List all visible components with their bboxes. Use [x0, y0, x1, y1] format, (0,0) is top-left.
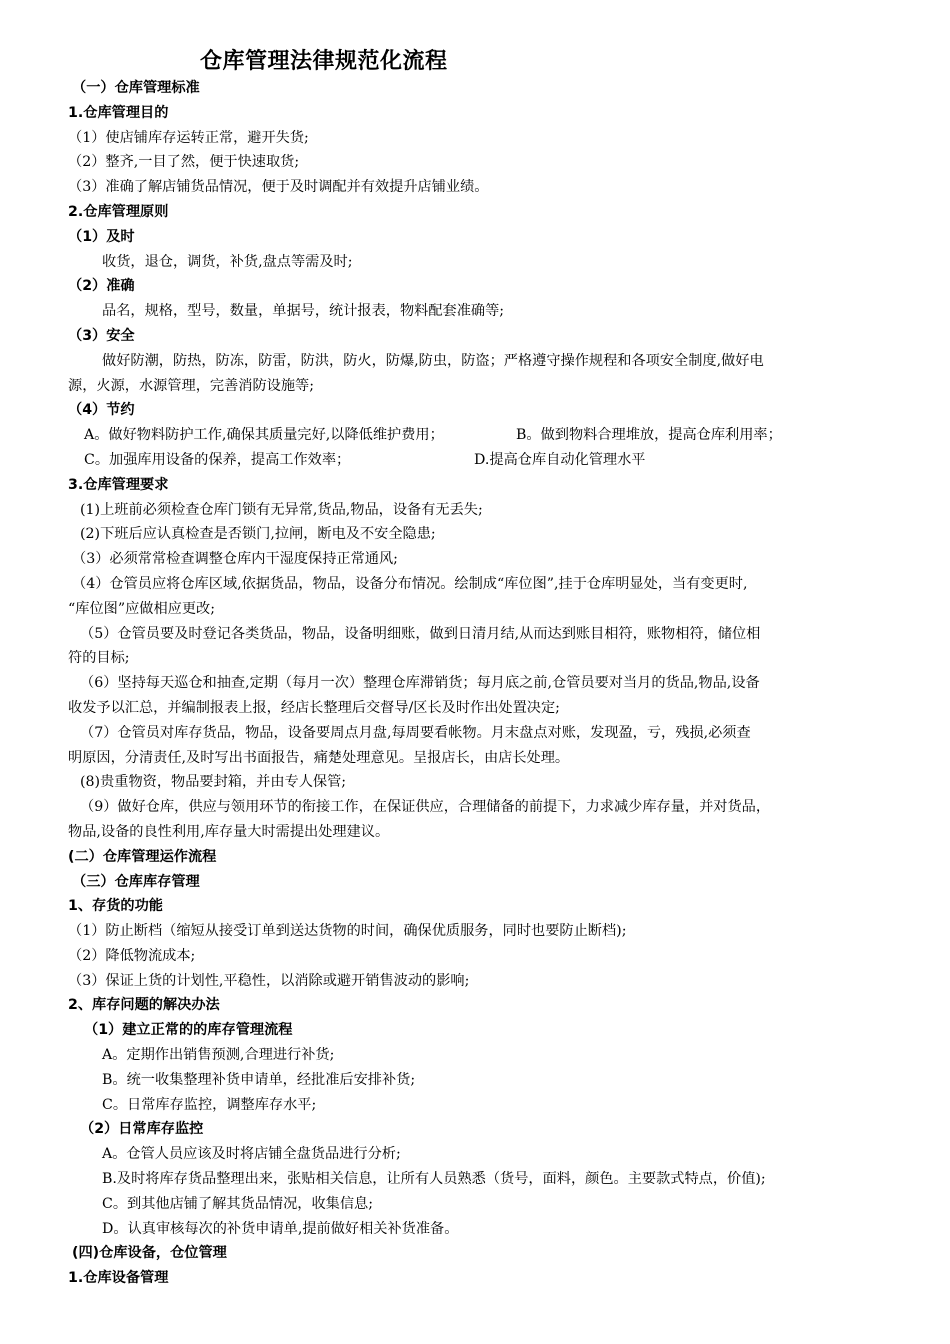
list-item: “库位图”应做相应更改; — [68, 600, 215, 617]
subsection-heading: 2、库存问题的解决办法 — [68, 997, 220, 1014]
list-item: （4）仓管员应将仓库区域,依据货品，物品，设备分布情况。绘制成“库位图”,挂于仓库明显处，当有变更时, — [72, 575, 748, 592]
list-item: （5）仓管员要及时登记各类货品，物品，设备明细账，做到日清月结,从而达到账目相符，账物相符，储位相 — [80, 625, 761, 642]
list-item: D。认真审核每次的补货申请单,提前做好相关补货准备。 — [102, 1220, 459, 1237]
principle-heading: （1）及时 — [68, 228, 135, 245]
list-item: （2）降低物流成本; — [68, 947, 196, 964]
document-body — [68, 76, 888, 1291]
subsection-heading: 1、存货的功能 — [68, 898, 163, 915]
paragraph — [68, 448, 888, 473]
section-heading: (四)仓库设备，仓位管理 — [72, 1245, 227, 1262]
list-item: （3）准确了解店铺货品情况，便于及时调配并有效提升店铺业绩。 — [68, 179, 489, 196]
section-heading: （一）仓库管理标准 — [72, 80, 200, 96]
section-heading: (二）仓库管理运作流程 — [68, 848, 217, 865]
list-item: （7）仓管员对库存货品，物品，设备要周点月盘,每周要看帐物。月末盘点对账，发现盈，亏，残损,必须查 — [80, 724, 751, 741]
list-item: A。定期作出销售预测,合理进行补货; — [102, 1047, 335, 1064]
document-title: 仓库管理法律规范化流程 — [200, 49, 448, 74]
paragraph: 做好防潮，防热，防冻，防雷，防洪，防火，防爆,防虫，防盗；严格遵守操作规程和各项安全制度,做好电 — [102, 352, 764, 369]
list-item: （1）防止断档（缩短从接受订单到送达货物的时间，确保优质服务，同时也要防止断档); — [68, 923, 627, 940]
list-item: 物品,设备的良性利用,库存量大时需提出处理建议。 — [68, 823, 390, 840]
list-item: (8)贵重物资，物品要封箱，并由专人保管; — [80, 774, 347, 791]
paragraph — [68, 423, 888, 448]
paragraph: 源，火源，水源管理，完善消防设施等; — [68, 377, 314, 394]
paragraph: 品名，规格，型号，数量，单据号，统计报表，物料配套准确等; — [102, 303, 505, 320]
list-item: 收发予以汇总，并编制报表上报，经店长整理后交督导/区长及时作出处置决定; — [68, 699, 560, 716]
list-item: A。仓管人员应该及时将店铺全盘货品进行分析; — [102, 1146, 401, 1163]
list-item: C。日常库存监控，调整库存水平; — [102, 1096, 317, 1113]
paragraph: 收货，退仓，调货，补货,盘点等需及时; — [102, 253, 353, 270]
list-item: (2)下班后应认真检查是否锁门,拉闸，断电及不安全隐患; — [80, 526, 436, 543]
principle-heading: （1）建立正常的的库存管理流程 — [84, 1022, 293, 1039]
list-item: （9）做好仓库，供应与领用环节的衔接工作，在保证供应，合理储备的前提下，力求减少库存量，并对货品， — [80, 799, 771, 816]
principle-heading: （3）安全 — [68, 327, 135, 344]
principle-heading: （2）准确 — [68, 278, 135, 295]
subsection-heading: 3.仓库管理要求 — [68, 476, 169, 493]
list-item: B。做到物料合理堆放，提高仓库利用率； — [516, 427, 782, 444]
list-item: （3）必须常常检查调整仓库内干湿度保持正常通风; — [72, 551, 398, 568]
list-item: C。加强库用设备的保养，提高工作效率； — [84, 451, 351, 468]
list-item: B。统一收集整理补货申请单，经批准后安排补货; — [102, 1071, 416, 1088]
list-item: （3）保证上货的计划性,平稳性，以消除或避开销售波动的影响; — [68, 972, 470, 989]
list-item: （1）使店铺库存运转正常，避开失货; — [68, 129, 309, 146]
list-item: (1)上班前必须检查仓库门锁有无异常,货品,物品，设备有无丢失; — [80, 501, 483, 518]
list-item: C。到其他店铺了解其货品情况，收集信息; — [102, 1195, 374, 1212]
list-item: D.提高仓库自动化管理水平 — [474, 451, 646, 468]
list-item: 符的目标; — [68, 650, 130, 667]
list-item: （6）坚持每天巡仓和抽查,定期（每月一次）整理仓库滞销货；每月底之前,仓管员要对当月的货品,物品,设备 — [80, 675, 760, 692]
subsection-heading: 2.仓库管理原则 — [68, 203, 169, 220]
subsection-heading: 1.仓库管理目的 — [68, 104, 169, 121]
list-item: 明原因，分清责任,及时写出书面报告，痛楚处理意见。呈报店长，由店长处理。 — [68, 749, 570, 766]
principle-heading: （4）节约 — [68, 402, 135, 419]
subsection-heading: 1.仓库设备管理 — [68, 1270, 169, 1287]
list-item: A。做好物料防护工作,确保其质量完好,以降低维护费用； — [84, 427, 444, 444]
list-item: （2）整齐,一目了然，便于快速取货; — [68, 154, 300, 171]
principle-heading: （2）日常库存监控 — [80, 1121, 204, 1138]
section-heading: （三）仓库库存管理 — [72, 873, 200, 890]
list-item: B.及时将库存货品整理出来，张贴相关信息，让所有人员熟悉（货号，面料，颜色。主要款式特点，价值); — [102, 1171, 766, 1188]
